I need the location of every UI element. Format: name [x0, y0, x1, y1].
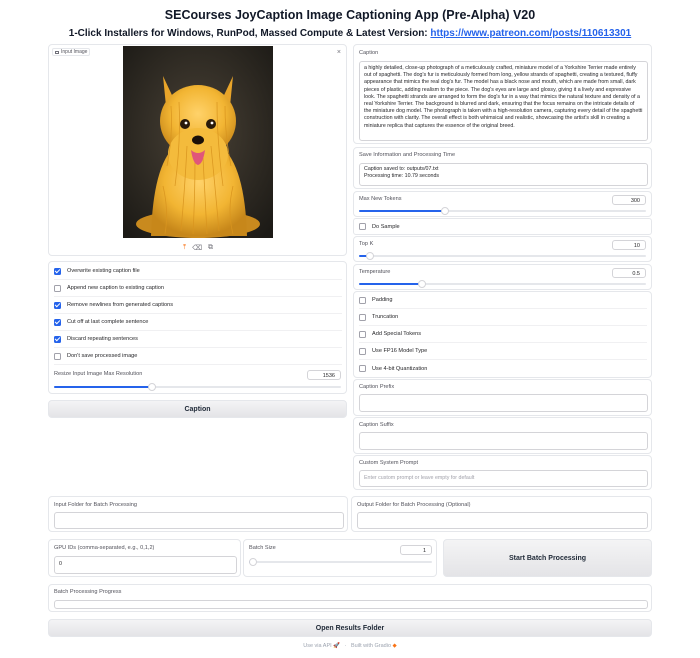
slider-thumb[interactable]: [441, 207, 449, 215]
save-info-textarea[interactable]: [359, 163, 648, 186]
upload-icon[interactable]: ⤒: [183, 244, 187, 251]
caption-prefix-input[interactable]: [359, 394, 648, 412]
gpu-ids-label: GPU IDs (comma-separated, e.g., 0,1,2): [54, 545, 155, 551]
copy-icon[interactable]: ⧉: [208, 244, 214, 251]
caption-button[interactable]: Caption: [48, 400, 347, 418]
max-tokens-value[interactable]: 300: [612, 195, 646, 205]
use-api-link[interactable]: Use via API: [303, 643, 332, 649]
model-options-panel: [353, 291, 652, 378]
input-image-badge: [52, 48, 90, 56]
top-k-slider[interactable]: [359, 255, 646, 257]
gpu-ids-field[interactable]: 0: [54, 556, 237, 574]
slider-thumb[interactable]: [418, 280, 426, 288]
page-subtitle: [0, 28, 700, 39]
option-append[interactable]: Append new caption to existing caption: [54, 280, 342, 297]
footer-separator: ·: [344, 643, 347, 649]
save-path-text: Caption saved to: outputs/07.txt: [364, 166, 439, 172]
option-dont-save-image[interactable]: Don't save processed image: [54, 348, 342, 365]
4bit-option[interactable]: Use 4-bit Quantization: [359, 360, 647, 377]
caption-suffix-input[interactable]: [359, 432, 648, 450]
output-folder-label: Output Folder for Batch Processing (Optional): [357, 502, 471, 508]
rocket-icon: 🚀: [333, 643, 341, 649]
checkbox[interactable]: [54, 319, 61, 326]
caption-suffix-label: Caption Suffix: [359, 422, 394, 428]
input-image-preview: [123, 46, 273, 238]
truncation-option[interactable]: Truncation: [359, 309, 647, 326]
custom-prompt-label: Custom System Prompt: [359, 460, 419, 466]
resize-label: Resize Input Image Max Resolution: [54, 371, 143, 377]
batch-progress-field[interactable]: [54, 600, 648, 609]
built-with-gradio-link[interactable]: Built with Gradio: [350, 643, 391, 649]
do-sample-row[interactable]: Do Sample: [353, 218, 652, 235]
output-folder-panel: [351, 496, 652, 532]
temperature-slider[interactable]: [359, 283, 646, 285]
input-image-panel[interactable]: [48, 44, 347, 256]
checkbox[interactable]: [359, 297, 366, 304]
custom-prompt-panel: [353, 455, 652, 490]
checkbox[interactable]: [54, 302, 61, 309]
input-folder-label: Input Folder for Batch Processing: [54, 502, 138, 508]
checkbox[interactable]: [359, 331, 366, 338]
batch-size-label: Batch Size: [249, 545, 276, 551]
caption-panel: [353, 44, 652, 144]
batch-size-slider[interactable]: [249, 561, 432, 563]
max-tokens-label: Max New Tokens: [359, 196, 402, 202]
footer: [0, 643, 700, 649]
start-batch-button[interactable]: Start Batch Processing: [443, 539, 652, 577]
caption-prefix-panel: [353, 379, 652, 416]
subtitle-text: 1-Click Installers for Windows, RunPod, Massed Compute & Latest Version:: [68, 28, 431, 39]
max-tokens-panel: [353, 191, 652, 217]
input-folder-field[interactable]: [54, 512, 344, 529]
temperature-panel: [353, 264, 652, 290]
fp16-option[interactable]: Use FP16 Model Type: [359, 343, 647, 360]
save-info-label: Save Information and Processing Time: [359, 152, 456, 158]
top-k-panel: [353, 236, 652, 262]
custom-prompt-input[interactable]: Enter custom prompt or leave empty for default: [359, 470, 648, 487]
temperature-label: Temperature: [359, 269, 391, 275]
image-toolbar: [183, 244, 213, 252]
close-icon[interactable]: ×: [336, 49, 341, 56]
top-k-label: Top K: [359, 241, 374, 247]
checkbox[interactable]: [54, 285, 61, 292]
checkbox[interactable]: [54, 336, 61, 343]
padding-option[interactable]: Padding: [359, 292, 647, 309]
checkbox[interactable]: [359, 348, 366, 355]
clear-icon[interactable]: ⌫: [192, 245, 203, 252]
processing-time-text: Processing time: 10.79 seconds: [364, 173, 440, 180]
open-results-button[interactable]: Open Results Folder: [48, 619, 652, 637]
temperature-value[interactable]: 0.5: [612, 268, 646, 278]
input-folder-panel: [48, 496, 348, 532]
checkbox[interactable]: [359, 314, 366, 321]
image-icon: [55, 51, 59, 54]
caption-label: Caption: [359, 50, 379, 56]
save-info-panel: [353, 147, 652, 189]
page-title: SECourses JoyCaption Image Captioning App (Pre-Alpha) V20: [164, 8, 536, 22]
option-remove-newlines[interactable]: Remove newlines from generated captions: [54, 297, 342, 314]
slider-thumb[interactable]: [366, 252, 374, 260]
yorkie-spaghetti-image: [123, 46, 273, 238]
slider-fill: [54, 386, 152, 388]
checkbox[interactable]: [54, 268, 61, 275]
gradio-logo-icon: ◆: [392, 643, 397, 649]
input-image-label: Input Image: [61, 48, 88, 55]
batch-progress-panel: [48, 584, 652, 612]
resize-slider[interactable]: [54, 386, 341, 388]
slider-thumb[interactable]: [249, 558, 257, 566]
caption-suffix-panel: [353, 417, 652, 454]
option-overwrite[interactable]: Overwrite existing caption file: [54, 263, 342, 280]
resize-value[interactable]: 1536: [307, 370, 341, 380]
batch-size-value[interactable]: 1: [400, 545, 432, 555]
special-tokens-option[interactable]: Add Special Tokens: [359, 326, 647, 343]
gpu-ids-panel: [48, 539, 241, 577]
patreon-link[interactable]: https://www.patreon.com/posts/110613301: [430, 28, 632, 39]
slider-fill: [359, 283, 422, 285]
batch-progress-label: Batch Processing Progress: [54, 589, 122, 595]
options-panel: [48, 261, 347, 394]
slider-fill: [359, 210, 445, 212]
caption-prefix-label: Caption Prefix: [359, 384, 395, 390]
top-k-value[interactable]: 10: [612, 240, 646, 250]
option-discard-repeating[interactable]: Discard repeating sentences: [54, 331, 342, 348]
checkbox[interactable]: [54, 353, 61, 360]
batch-size-panel: [243, 539, 437, 577]
caption-textarea[interactable]: a highly detailed, close-up photograph of a meticulously crafted, miniature model of a Yorkshire Terrier made entirely out of spaghetti. The dog's fur is meticulously formed from long, yellow strands of spaghetti, creating a textured, fluffy appearance that mimics the real dog's fur. The model has a black nose and mouth, which are made from small, dark pieces of plastic, adding realism to the piece. The dog's eyes are large and glossy, giving it a lively and expressive look. The spaghetti strands are arranged to form the dog's fur in a way that mimics the natural texture and density of a real Yorkshire Terrier. The background is blurred and dark, ensuring that the focus remains on the intricate details of the miniature dog model. The photograph is taken with a high-resolution camera, capturing every detail of the spaghetti construction with clarity. The overall effect is both whimsical and realistic, showcasing the artist's skill in creating a miniature replica that captures the essence of the original breed.: [359, 61, 648, 141]
slider-thumb[interactable]: [148, 383, 156, 391]
max-tokens-slider[interactable]: [359, 210, 646, 212]
output-folder-field[interactable]: [357, 512, 648, 529]
option-cut-off[interactable]: Cut off at last complete sentence: [54, 314, 342, 331]
checkbox[interactable]: [359, 223, 366, 230]
checkbox[interactable]: [359, 365, 366, 372]
